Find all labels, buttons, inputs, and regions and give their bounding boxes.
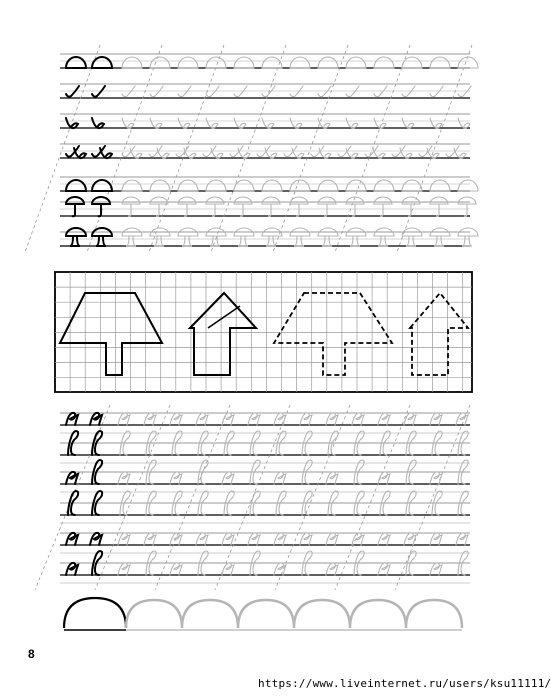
hook-icon [319, 148, 331, 158]
letter-trace-icon [326, 533, 338, 545]
letter-sample-icon [90, 533, 102, 545]
arch-icon [318, 57, 338, 68]
umbrella-icon [122, 197, 140, 216]
mushroom-icon [430, 228, 450, 246]
loop-icon [346, 118, 358, 128]
hook-icon [122, 86, 135, 97]
hook-icon [262, 86, 275, 97]
arch-icon [178, 57, 198, 68]
letter-trace-icon [196, 413, 208, 425]
letter-trace-icon [378, 563, 390, 575]
letter-trace-icon [222, 533, 234, 545]
letter-trace-icon [118, 413, 130, 425]
letter-sample-icon [66, 533, 78, 545]
arch-icon [374, 57, 394, 68]
hook-icon [458, 86, 471, 97]
letter-trace-icon [404, 413, 416, 425]
umbrella-icon [150, 197, 168, 216]
letter-trace-icon [274, 563, 286, 575]
hook-icon [454, 148, 466, 158]
umbrella-icon [92, 197, 110, 216]
arch-icon [234, 57, 254, 68]
letter-sample-icon [66, 472, 78, 484]
hook-icon [184, 148, 196, 158]
hook-icon [346, 148, 358, 158]
letter-trace-icon [404, 533, 416, 545]
mushroom-icon [374, 228, 394, 246]
loop-icon [122, 118, 134, 128]
letter-trace-icon [170, 472, 182, 484]
letter-trace-icon [222, 472, 234, 484]
copy-row [66, 413, 468, 425]
letter-trace-icon [326, 413, 338, 425]
letter-trace-icon [430, 472, 442, 484]
copy-row [66, 180, 478, 191]
loop-icon [92, 118, 104, 128]
letter-trace-icon [300, 533, 312, 545]
arch-icon [290, 57, 310, 68]
copy-row [66, 228, 478, 246]
letter-trace-icon [378, 472, 390, 484]
umbrella-icon [206, 197, 224, 216]
mushroom-icon [122, 228, 142, 246]
loop-icon [402, 118, 414, 128]
arch-icon [318, 180, 338, 191]
letter-trace-icon [248, 413, 260, 425]
letter-trace-icon [378, 533, 390, 545]
arch-icon [64, 598, 126, 628]
umbrella-icon [290, 197, 308, 216]
arch-icon [458, 180, 478, 191]
section-1-copybook [25, 45, 478, 252]
slant-guide [211, 45, 286, 252]
letter-trace-icon [430, 413, 442, 425]
loop-icon [290, 118, 302, 128]
letter-trace-icon [274, 472, 286, 484]
hook-icon [346, 86, 359, 97]
loop-icon [262, 118, 274, 128]
hook-icon [238, 148, 250, 158]
copy-row [66, 533, 468, 545]
arch-icon [262, 180, 282, 191]
loop-icon [318, 118, 330, 128]
arch-icon [122, 180, 142, 191]
mushroom-icon [206, 228, 226, 246]
mushroom-icon [262, 228, 282, 246]
letter-trace-icon [378, 413, 390, 425]
letter-trace-icon [300, 413, 312, 425]
arch-icon [430, 180, 450, 191]
letter-trace-icon [144, 533, 156, 545]
letter-trace-icon [274, 413, 286, 425]
copy-row [66, 197, 476, 216]
copy-row [66, 146, 466, 158]
page-number: 8 [28, 647, 35, 661]
arch-icon [374, 180, 394, 191]
hook-icon [402, 86, 415, 97]
arch-icon [66, 57, 86, 68]
umbrella-icon [66, 197, 84, 216]
mushroom-icon [178, 228, 198, 246]
mushroom-icon [458, 228, 478, 246]
letter-sample-icon [66, 563, 78, 575]
arch-icon [346, 180, 366, 191]
letter-trace-icon [274, 533, 286, 545]
arch-icon [206, 180, 226, 191]
letter-sample-icon [90, 413, 102, 425]
arch-icon [262, 57, 282, 68]
slant-guide [87, 45, 162, 252]
loop-icon [206, 118, 218, 128]
letter-trace-icon [170, 563, 182, 575]
letter-trace-icon [248, 533, 260, 545]
arch-icon [66, 180, 86, 191]
mushroom-icon [402, 228, 422, 246]
letter-trace-icon [352, 533, 364, 545]
arch-icon [458, 57, 478, 68]
mushroom-icon [92, 228, 112, 246]
letter-sample-icon [66, 413, 78, 425]
mushroom-icon [346, 228, 366, 246]
arch-icon [122, 57, 142, 68]
hook-icon [290, 86, 303, 97]
letter-trace-icon [222, 413, 234, 425]
letter-trace-icon [222, 563, 234, 575]
hook-icon [130, 148, 142, 158]
slant-guide [397, 45, 472, 252]
letter-trace-icon [196, 533, 208, 545]
hook-icon [234, 86, 247, 97]
hook-icon [374, 86, 387, 97]
hook-icon [292, 148, 304, 158]
arch-icon [234, 180, 254, 191]
umbrella-icon [402, 197, 420, 216]
slant-guide [273, 45, 348, 252]
arch-icon [206, 57, 226, 68]
section-2-grid [55, 272, 472, 392]
umbrella-icon [178, 197, 196, 216]
copy-row [66, 118, 470, 128]
bottom-scallop-border [64, 598, 462, 630]
loop-icon [178, 118, 190, 128]
hook-icon [66, 86, 79, 97]
letter-trace-icon [326, 472, 338, 484]
loop-icon [430, 118, 442, 128]
hook-icon [211, 148, 223, 158]
letter-trace-icon [170, 413, 182, 425]
umbrella-icon [374, 197, 392, 216]
umbrella-icon [234, 197, 252, 216]
arch-icon [346, 57, 366, 68]
section-3-copybook [35, 405, 470, 590]
hook-icon [150, 86, 163, 97]
arch-icon [150, 180, 170, 191]
slant-guide [25, 45, 100, 252]
arch-icon [430, 57, 450, 68]
loop-icon [150, 118, 162, 128]
hook-icon [400, 148, 412, 158]
umbrella-icon [458, 197, 476, 216]
letter-trace-icon [430, 563, 442, 575]
letter-trace-icon [118, 563, 130, 575]
footer-url: https://www.liveinternet.ru/users/ksu11111/ [258, 677, 551, 690]
hook-icon [373, 148, 385, 158]
letter-trace-icon [326, 563, 338, 575]
scallop-trace [126, 600, 462, 628]
arch-icon [178, 180, 198, 191]
umbrella-icon [318, 197, 336, 216]
arch-icon [92, 180, 112, 191]
hook-icon [157, 148, 169, 158]
letter-trace-icon [456, 533, 468, 545]
loop-icon [458, 118, 470, 128]
hook-icon [318, 86, 331, 97]
mushroom-icon [234, 228, 254, 246]
umbrella-icon [430, 197, 448, 216]
umbrella-icon [262, 197, 280, 216]
letter-trace-icon [118, 472, 130, 484]
arch-icon [402, 180, 422, 191]
hook-icon [206, 86, 219, 97]
copy-row [66, 57, 478, 68]
loop-icon [66, 118, 78, 128]
arch-icon [290, 180, 310, 191]
mushroom-icon [290, 228, 310, 246]
loop-icon [234, 118, 246, 128]
mushroom-icon [150, 228, 170, 246]
letter-trace-icon [118, 533, 130, 545]
arch-icon [150, 57, 170, 68]
copy-row [66, 86, 471, 97]
letter-trace-icon [430, 533, 442, 545]
hook-icon [178, 86, 191, 97]
letter-trace-icon [144, 413, 156, 425]
hook-icon [92, 86, 105, 97]
umbrella-icon [346, 197, 364, 216]
mushroom-icon [318, 228, 338, 246]
letter-trace-icon [456, 413, 468, 425]
hook-icon [265, 148, 277, 158]
hook-icon [430, 86, 443, 97]
mushroom-icon [66, 228, 86, 246]
letter-trace-icon [352, 413, 364, 425]
